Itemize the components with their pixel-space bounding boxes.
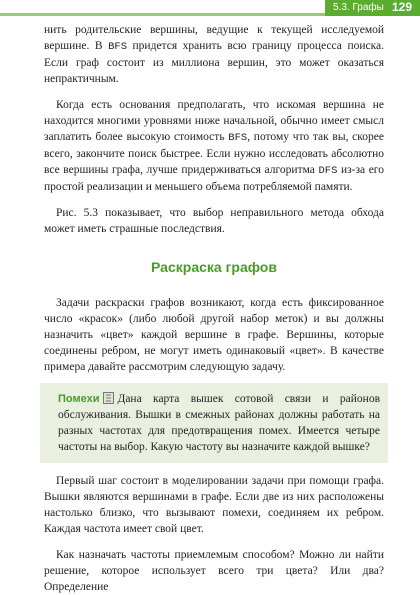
- section-heading: Раскраска графов: [151, 259, 277, 275]
- page-body: [44, 22, 384, 595]
- running-section-title: 5.3. Графы: [333, 2, 384, 13]
- header-tab: [325, 0, 420, 16]
- page-number: 129: [391, 0, 412, 14]
- paragraph-figure-reference: Рис. 5.3 показывает, что выбор неправильного метода обхода может иметь страшные последствия.: [44, 207, 384, 235]
- book-icon: [103, 392, 114, 404]
- problem-box: [40, 383, 388, 463]
- header-rule: [0, 13, 325, 16]
- paragraph-bfs-vs-dfs: Когда есть основания предполагать, что искомая вершина не находится многими уровнями ниже начальной, обычно имеет смысл заплатить более высокую стоимость BFS, потому что так вы, скорее всего, закончите поиск быстрее. Если нужно исследовать абсолютно все вершины графа, лучше придерживаться алгоритма DFS из-за его простой реализации и меньшего объема потребляемой памяти.: [44, 99, 384, 193]
- paragraph-frequency-question: Как назначать частоты приемлемым способом? Можно ли найти решение, которое использует всего три цвета? Или два? Определение: [44, 549, 384, 593]
- problem-statement: [58, 391, 380, 455]
- paragraph-bfs-memory: нить родительские вершины, ведущие к текущей исследуемой вершине. В BFS придется хранить всю границу процесса поиска. Если граф состоит из миллиона вершин, это может оказаться непрактичным.: [44, 24, 384, 85]
- paragraph-coloring-intro: Задачи раскраски графов возникают, когда есть фиксированное число «красок» (либо любой другой набор меток) и вы должны назначить «цвет» каждой вершине в графе. Вершины, которые соединены ребром, не могут иметь одинаковый «цвет». В качестве примера давайте рассмотрим следующую задачу.: [44, 297, 384, 373]
- problem-label: Помехи: [58, 393, 100, 405]
- paragraph-graph-model: Первый шаг состоит в моделировании задачи при помощи графа. Вышки являются вершинами в графе. Если две из них расположены настолько близко, что вызывают помехи, соединяем их ребром. Каждая частота имеет свой цвет.: [44, 475, 384, 535]
- problem-text: Дана карта вышек сотовой связи и районов обслуживания. Вышки в смежных районах должны работать на разных частотах для предотвращения помех. Имеется четыре частоты на выбор. Какую частоту вы назначите каждой вышке?: [58, 393, 380, 453]
